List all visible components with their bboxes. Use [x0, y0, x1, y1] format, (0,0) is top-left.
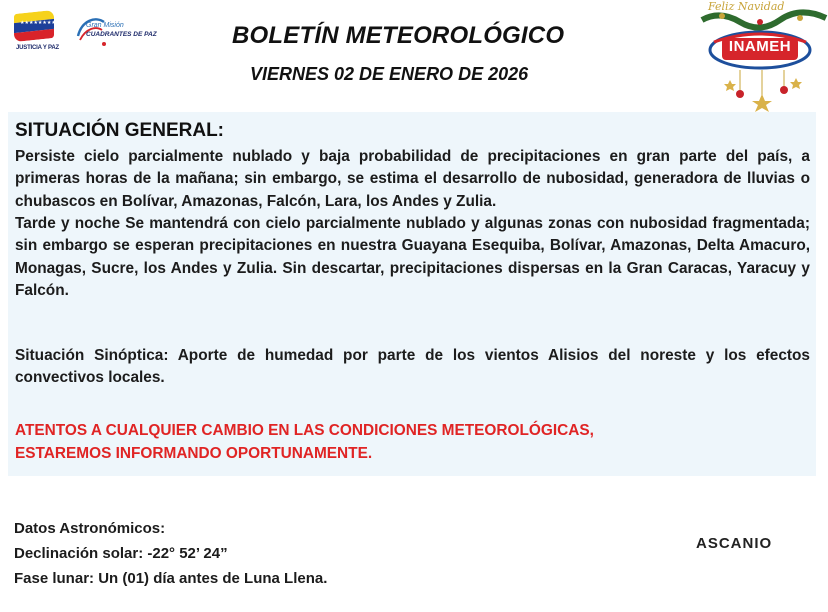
alert-line-1: ATENTOS A CUALQUIER CAMBIO EN LAS CONDICIONES METEOROLÓGICAS, — [15, 422, 594, 439]
justicia-caption: JUSTICIA Y PAZ — [16, 45, 59, 51]
swoosh-icon — [74, 14, 106, 46]
program-line-2: CUADRANTES DE PAZ — [86, 31, 157, 38]
moon-phase: Fase lunar: Un (01) día antes de Luna Llena. — [14, 570, 328, 587]
section-heading: SITUACIÓN GENERAL: — [15, 120, 224, 141]
flag-stars-icon: ★★★★★★★★ — [20, 20, 56, 26]
synoptic-paragraph: Situación Sinóptica: Aporte de humedad por parte de los vientos Alisios del noreste y los efectos convectivos locales. — [15, 347, 810, 387]
venezuela-flag-icon — [14, 10, 54, 42]
cuadrantes-de-paz-logo — [74, 12, 156, 52]
page-title: BOLETÍN METEOROLÓGICO — [232, 22, 565, 49]
alert-line-2: ESTAREMOS INFORMANDO OPORTUNAMENTE. — [15, 445, 373, 462]
bulletin-box — [8, 112, 816, 476]
solar-declination: Declinación solar: -22° 52’ 24” — [14, 545, 228, 562]
morning-forecast-paragraph: Persiste cielo parcialmente nublado y baja probabilidad de precipitaciones en gran parte del país, a primeras horas de la mañana; sin embargo, se estima el desarrollo de nubosidad, generadora de lluvias o chubascos en Bolívar, Amazonas, Falcón, Lara, los Andes y Zulia. — [15, 148, 810, 210]
justicia-y-paz-logo — [14, 12, 70, 56]
inameh-logo — [706, 26, 814, 72]
inameh-text: INAMEH — [728, 38, 792, 55]
greeting-text: Feliz Navidad — [708, 0, 785, 13]
afternoon-forecast-paragraph: Tarde y noche Se mantendrá con cielo parcialmente nublado y algunas zonas con nubosidad fragmentada; sin embargo se esperan precipitaciones en nuestra Guayana Esequiba, Bolívar, Amazonas, Delta Amacuro, Monagas, Sucre, los Andes y Zulia. Sin descartar, precipitaciones dispersas en la Gran Caracas, Yaracuy y Falcón. — [15, 215, 810, 299]
program-line-1: Gran Misión — [86, 22, 124, 29]
signature: ASCANIO — [696, 535, 773, 552]
bulletin-date: VIERNES 02 DE ENERO DE 2026 — [250, 64, 529, 84]
astronomical-title: Datos Astronómicos: — [14, 520, 166, 537]
inameh-decoration — [700, 0, 828, 118]
